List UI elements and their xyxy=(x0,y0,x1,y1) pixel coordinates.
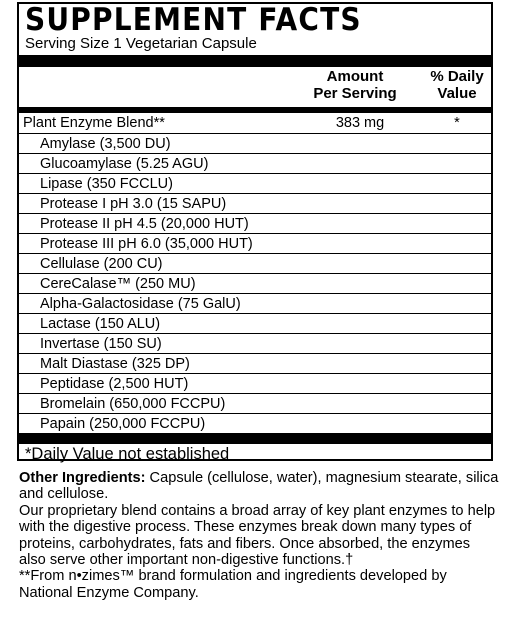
thick-divider-top xyxy=(19,55,491,67)
table-row xyxy=(19,353,491,373)
panel-title: SUPPLEMENT FACTS xyxy=(25,1,362,39)
table-row xyxy=(19,413,491,433)
table-row xyxy=(19,153,491,173)
ingredient-name: Glucoamylase (5.25 AGU) xyxy=(40,156,209,172)
blend-daily-value: * xyxy=(454,115,460,131)
ingredient-name: Lactase (150 ALU) xyxy=(40,316,161,332)
daily-value-header: % Daily Value xyxy=(430,68,484,102)
serving-size: Serving Size 1 Vegetarian Capsule xyxy=(25,35,257,52)
ingredient-name: Protease I pH 3.0 (15 SAPU) xyxy=(40,196,227,212)
ingredient-name: Cellulase (200 CU) xyxy=(40,256,163,272)
ingredient-name: Alpha-Galactosidase (75 GalU) xyxy=(40,296,241,312)
blend-amount: 383 mg xyxy=(335,115,385,131)
ingredient-name: Protease II pH 4.5 (20,000 HUT) xyxy=(40,216,249,232)
table-row xyxy=(19,293,491,313)
table-row xyxy=(19,213,491,233)
table-row xyxy=(19,313,491,333)
supplement-facts-panel xyxy=(17,2,493,461)
amount-per-serving-header: Amount Per Serving xyxy=(313,68,397,102)
table-row xyxy=(19,253,491,273)
daily-value-footnote: *Daily Value not established xyxy=(25,445,230,463)
ingredient-name: Protease III pH 6.0 (35,000 HUT) xyxy=(40,236,253,252)
ingredient-name: Bromelain (650,000 FCCPU) xyxy=(40,396,226,412)
ingredient-name: Malt Diastase (325 DP) xyxy=(40,356,190,372)
table-row xyxy=(19,393,491,413)
blend-name: Plant Enzyme Blend** xyxy=(23,115,165,131)
ingredient-name: Peptidase (2,500 HUT) xyxy=(40,376,189,392)
thick-divider-bottom xyxy=(19,433,491,444)
table-row xyxy=(19,373,491,393)
ingredient-name: Invertase (150 SU) xyxy=(40,336,162,352)
ingredient-name: Amylase (3,500 DU) xyxy=(40,136,171,152)
table-row xyxy=(19,333,491,353)
table-row xyxy=(19,173,491,193)
ingredient-name: CereCalase™ (250 MU) xyxy=(40,276,196,292)
other-ingredients-heading: Other Ingredients: xyxy=(19,470,146,486)
table-row xyxy=(19,133,491,153)
table-row xyxy=(19,273,491,293)
nutrient-table xyxy=(19,113,491,433)
table-row xyxy=(19,113,491,133)
other-ingredients-list: Capsule (cellulose, water), magnesium stearate, silica and cellulose. xyxy=(19,470,499,503)
formulation-footnote: **From n•zimes™ brand formulation and ingredients developed by National Enzyme Company. xyxy=(19,568,447,601)
ingredient-name: Papain (250,000 FCCPU) xyxy=(40,416,206,432)
blend-description: Our proprietary blend contains a broad array of key plant enzymes to help with the digestive process. These enzymes break down many types of proteins, carbohydrates, fats and fibers. Once absorbed, the enzymes also serve other important non-digestive functions.† xyxy=(19,502,496,569)
table-row xyxy=(19,193,491,213)
ingredients-text-block xyxy=(19,470,499,601)
ingredient-name: Lipase (350 FCCLU) xyxy=(40,176,173,192)
other-ingredients xyxy=(19,470,499,503)
table-row xyxy=(19,233,491,253)
